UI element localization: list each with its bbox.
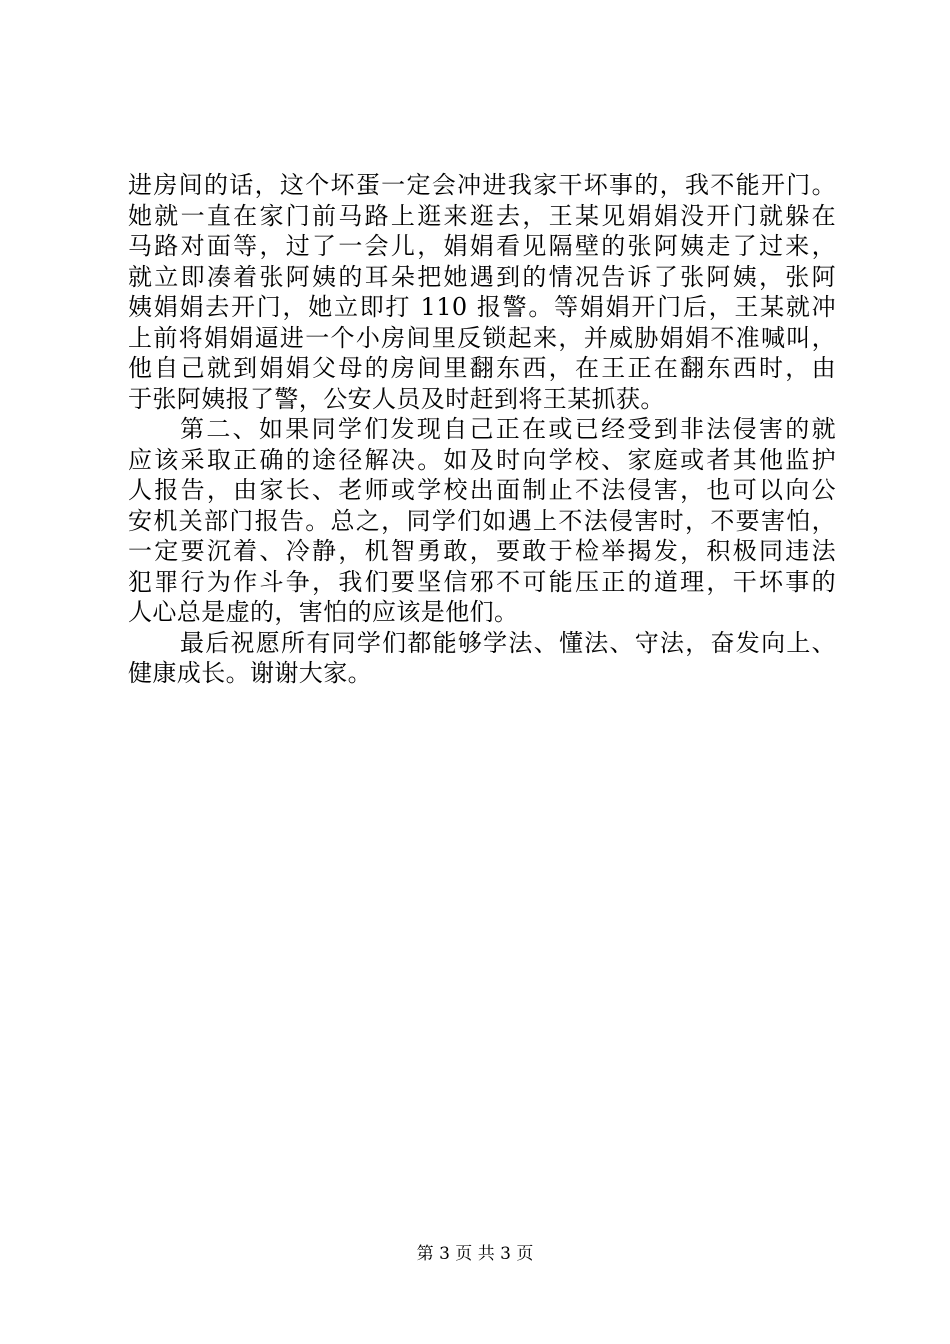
text-line: 健康成长。谢谢大家。 [128, 659, 372, 687]
text-line: 姨娟娟去开门，她立即打 110 报警。等娟娟开门后，王某就冲 [128, 293, 836, 321]
text-line: 安机关部门报告。总之，同学们如遇上不法侵害时，不要害怕， [128, 506, 836, 535]
text-line: 他自己就到娟娟父母的房间里翻东西，在王正在翻东西时，由 [128, 354, 836, 382]
text-line: 第二、如果同学们发现自己正在或已经受到非法侵害的就 [180, 415, 836, 443]
text-line: 上前将娟娟逼进一个小房间里反锁起来，并威胁娟娟不准喊叫， [128, 323, 836, 352]
text-line: 应该采取正确的途径解决。如及时向学校、家庭或者其他监护 [128, 445, 836, 474]
text-line: 进房间的话，这个坏蛋一定会冲进我家干坏事的，我不能开门。 [128, 171, 836, 199]
text-line: 犯罪行为作斗争，我们要坚信邪不可能压正的道理，干坏事的 [128, 567, 836, 596]
text-line: 人心总是虚的，害怕的应该是他们。 [128, 598, 519, 626]
paragraph-2 [128, 414, 836, 628]
text-line: 就立即凑着张阿姨的耳朵把她遇到的情况告诉了张阿姨，张阿 [128, 262, 836, 291]
text-line: 她就一直在家门前马路上逛来逛去，王某见娟娟没开门就躲在 [128, 201, 836, 230]
text-line: 一定要沉着、冷静，机智勇敢，要敢于检举揭发，积极同违法 [128, 537, 836, 565]
text-line: 人报告，由家长、老师或学校出面制止不法侵害，也可以向公 [128, 476, 836, 504]
paragraph-3 [128, 628, 836, 689]
page-footer: 第 3 页 共 3 页 [416, 1244, 534, 1264]
text-line: 最后祝愿所有同学们都能够学法、懂法、守法，奋发向上、 [180, 628, 836, 657]
text-line: 马路对面等，过了一会儿，娟娟看见隔壁的张阿姨走了过来， [128, 232, 836, 260]
paragraph-1 [128, 170, 836, 414]
document-body [128, 170, 836, 689]
text-line: 于张阿姨报了警，公安人员及时赶到将王某抓获。 [128, 384, 665, 413]
